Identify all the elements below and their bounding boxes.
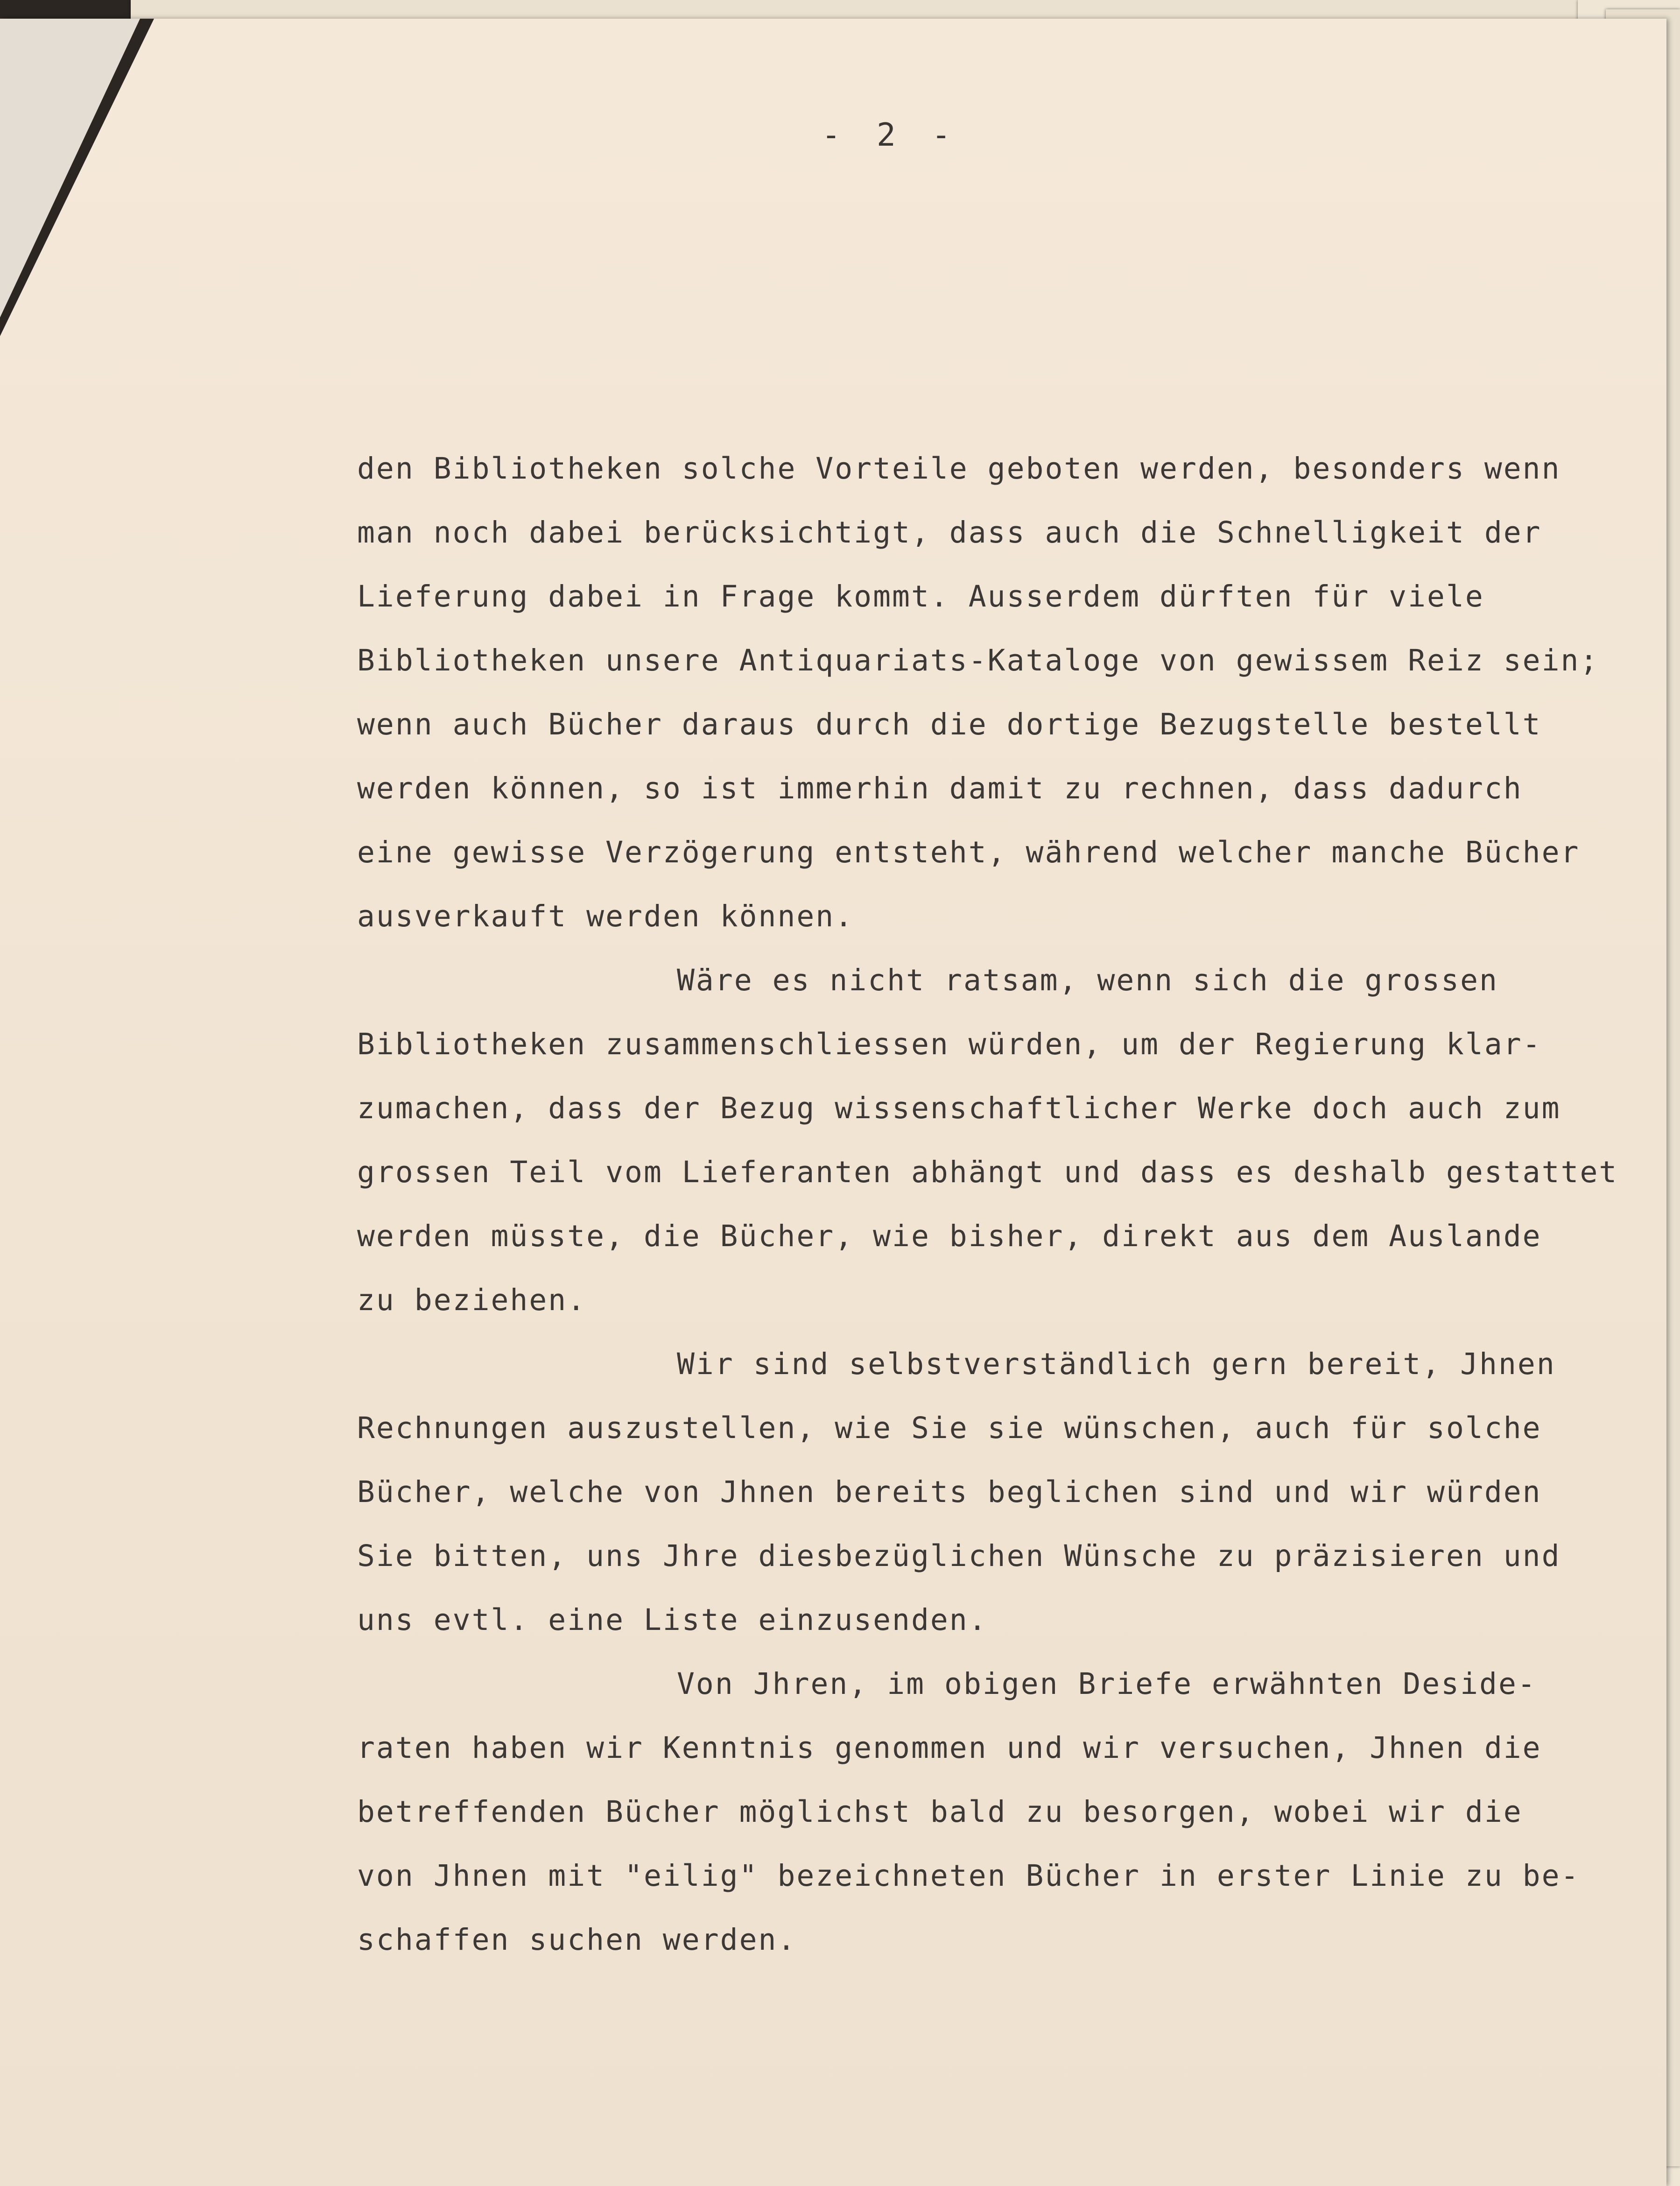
text-line: grossen Teil vom Lieferanten abhängt und dass es deshalb gestattet (357, 1155, 1618, 1189)
text-line: werden müsste, die Bücher, wie bisher, direkt aus dem Auslande (357, 1219, 1542, 1253)
paragraph-start-line: Wäre es nicht ratsam, wenn sich die grossen (677, 963, 1498, 997)
text-line: wenn auch Bücher daraus durch die dortige Bezugstelle bestellt (357, 707, 1542, 741)
text-line: den Bibliotheken solche Vorteile geboten werden, besonders wenn (357, 451, 1561, 486)
letter-page (0, 19, 1666, 2186)
text-line: betreffenden Bücher möglichst bald zu besorgen, wobei wir die (357, 1795, 1523, 1829)
paragraph-start-line: Von Jhren, im obigen Briefe erwähnten Deside- (677, 1667, 1537, 1701)
text-line: Bücher, welche von Jhnen bereits beglichen sind und wir würden (357, 1475, 1542, 1509)
text-line: von Jhnen mit "eilig" bezeichneten Bücher in erster Linie zu be- (357, 1859, 1580, 1893)
text-line: Bibliotheken zusammenschliessen würden, um der Regierung klar- (357, 1027, 1542, 1061)
letter-body (357, 437, 1617, 1972)
text-line: zu beziehen. (357, 1283, 587, 1317)
text-line: schaffen suchen werden. (357, 1923, 797, 1957)
text-line: ausverkauft werden können. (357, 899, 854, 933)
text-line: man noch dabei berücksichtigt, dass auch die Schnelligkeit der (357, 515, 1542, 550)
text-line: Rechnungen auszustellen, wie Sie sie wünschen, auch für solche (357, 1411, 1542, 1445)
text-line: Sie bitten, uns Jhre diesbezüglichen Wünsche zu präzisieren und (357, 1539, 1561, 1573)
text-line: eine gewisse Verzögerung entsteht, während welcher manche Bücher (357, 835, 1580, 869)
paragraph-start-line: Wir sind selbstverständlich gern bereit, Jhnen (677, 1347, 1556, 1381)
text-line: raten haben wir Kenntnis genommen und wir versuchen, Jhnen die (357, 1731, 1542, 1765)
text-line: werden können, so ist immerhin damit zu rechnen, dass dadurch (357, 771, 1523, 805)
folded-corner-flap (0, 19, 140, 317)
text-line: Lieferung dabei in Frage kommt. Ausserdem dürften für viele (357, 579, 1484, 613)
text-line: zumachen, dass der Bezug wissenschaftlicher Werke doch auch zum (357, 1091, 1561, 1125)
text-line: Bibliotheken unsere Antiquariats-Kataloge von gewissem Reiz sein; (357, 643, 1599, 677)
text-line: uns evtl. eine Liste einzusenden. (357, 1603, 988, 1637)
page-number: - 2 - (822, 117, 959, 154)
